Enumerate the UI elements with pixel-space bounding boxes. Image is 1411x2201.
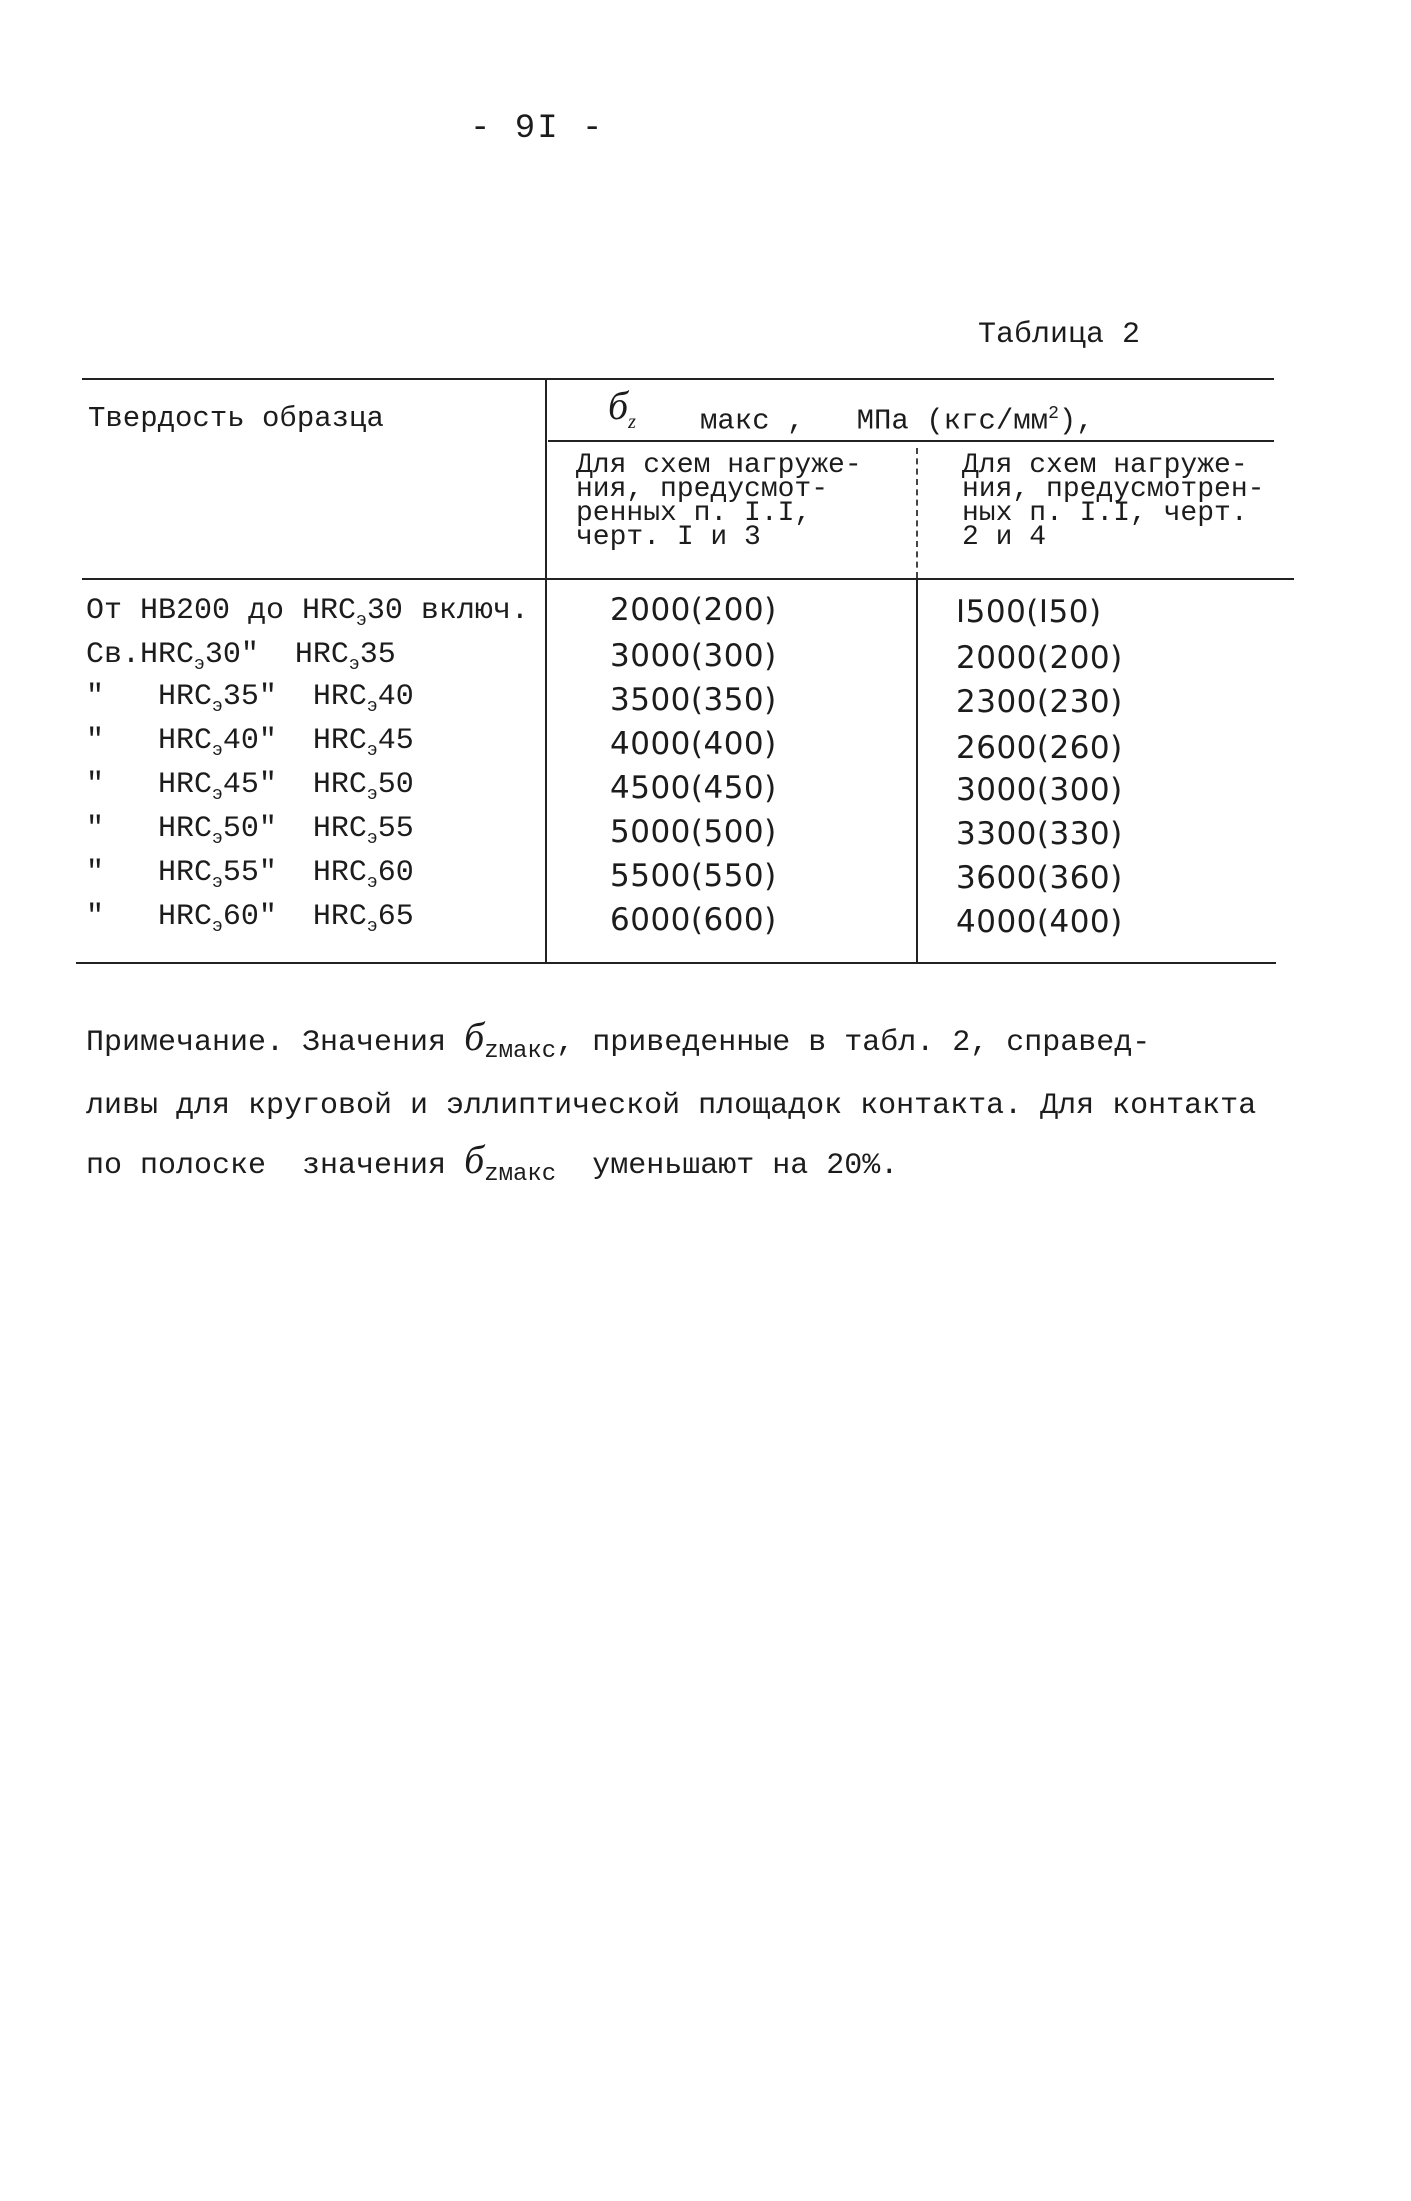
cell-col1: 3500(350) [610,682,777,718]
cell-col1: 2000(200) [610,592,777,628]
header-sigma-symbol: $б_z$ [608,383,636,433]
col-divider-header-dashed [916,448,918,578]
row-label: $Св.HRC_э30$" $HRC_э35$ [86,638,396,675]
cell-col2: 3300(330) [956,816,1123,852]
cell-col1: 4500(450) [610,770,777,806]
row-label: " $HRC_э35$" $HRC_э40$ [86,680,414,717]
row-label: От НВ200 до $HRC_э30$ включ. [86,594,529,631]
page-number: - 9I - [470,110,605,148]
header-bottom-rule [82,578,1294,580]
col-divider-right [916,578,918,962]
col-divider-left [545,378,547,962]
cell-col1: 3000(300) [610,638,777,674]
note-line-1: Примечание. Значения $б_{zмакс}$, приведенные в табл. 2, справед- [86,1014,1151,1065]
header-sub-rule [548,440,1274,442]
cell-col1: 6000(600) [610,902,777,938]
header-col1: Для схем нагруже- ния, предусмот- ренных п. I.I, черт. I и 3 [576,450,862,553]
header-hardness: Твердость образца [88,402,384,435]
table-caption: Таблица 2 [978,318,1141,352]
cell-col1: 5000(500) [610,814,777,850]
row-label: " $HRC_э45$" $HRC_э50$ [86,768,414,805]
cell-col2: 3600(360) [956,860,1123,896]
table-top-rule [82,378,1274,380]
cell-col2: 2600(260) [956,730,1123,766]
note-line-3: по полоске значения $б_{zмакс}$ уменьшают на 20%. [86,1137,899,1188]
header-col2: Для схем нагруже- ния, предусмотрен- ных п. I.I, черт. 2 и 4 [962,450,1265,553]
row-label: " $HRC_э40$" $HRC_э45$ [86,724,414,761]
cell-col1: 5500(550) [610,858,777,894]
header-stress-units: макс , МПа $(кгс/мм^2)$, [700,404,1094,438]
row-label: " $HRC_э55$" $HRC_э60$ [86,856,414,893]
cell-col2: 2000(200) [956,640,1123,676]
table-bottom-rule [76,962,1276,964]
cell-col1: 4000(400) [610,726,777,762]
note-paragraph [86,1010,1316,1202]
note-line-2: ливы для круговой и эллиптической площадок контакта. Для контакта [86,1089,1257,1123]
row-label: " $HRC_э60$" $HRC_э65$ [86,900,414,937]
cell-col2: I500(I50) [956,594,1102,630]
cell-col2: 3000(300) [956,772,1123,808]
row-label: " $HRC_э50$" $HRC_э55$ [86,812,414,849]
cell-col2: 2300(230) [956,684,1123,720]
cell-col2: 4000(400) [956,904,1123,940]
